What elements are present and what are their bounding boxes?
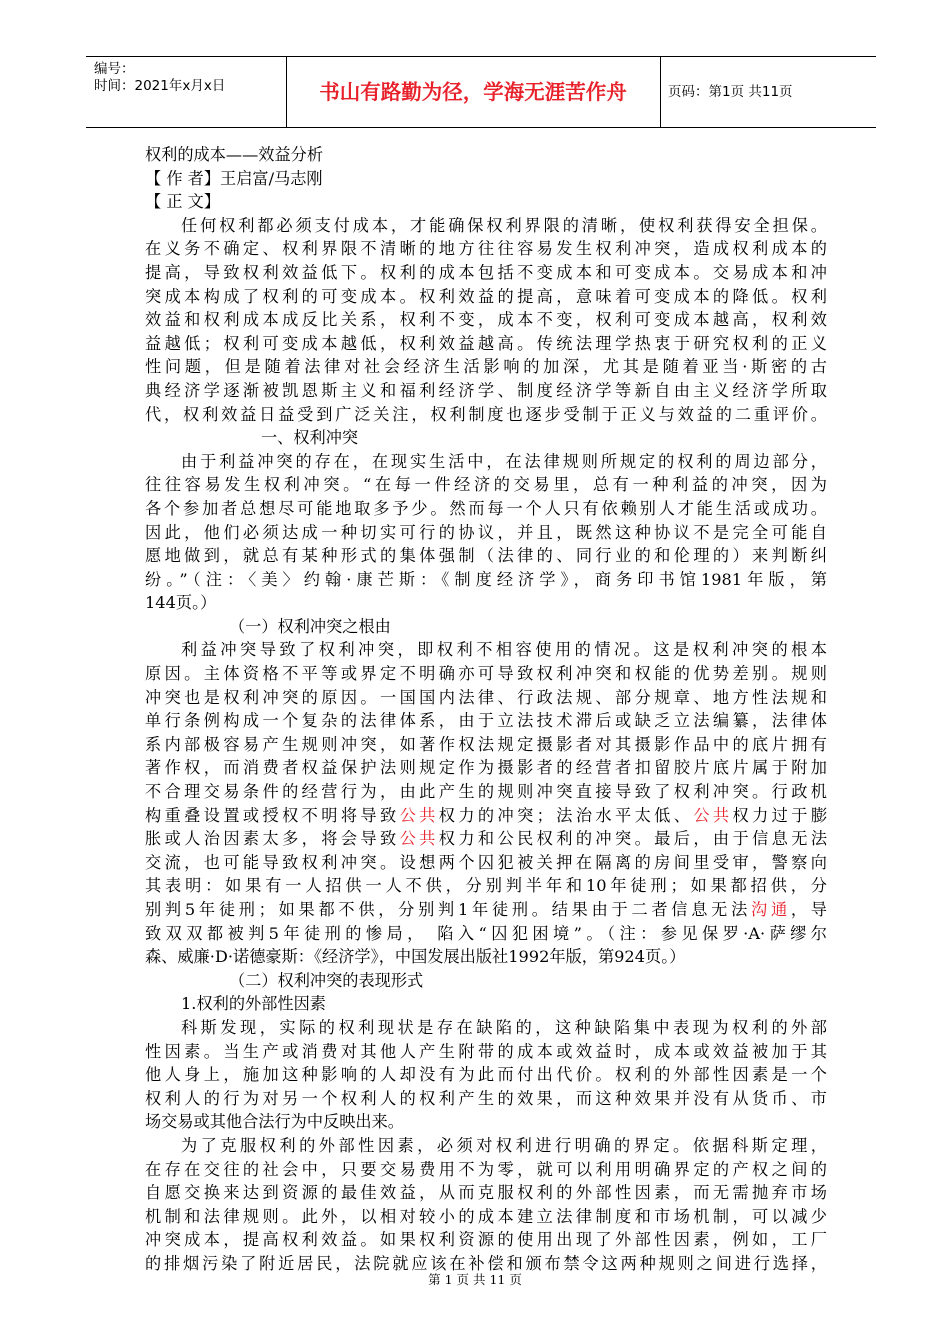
text-line: 构重叠设置或授权不明将导致公共权力的冲突；法治水平太低、公共权力过于膨 [145, 805, 827, 825]
text-line: 典经济学逐渐被凯恩斯主义和福利经济学、制度经济学等新自由主义经济学所取 [145, 380, 827, 400]
text-line: 在存在交往的社会中，只要交易费用不为零，就可以利用明确界定的产权之间的 [145, 1159, 827, 1179]
text-line: 【 正 文】 [145, 192, 221, 212]
page-header [86, 56, 876, 128]
text-line: 益越低；权利可变成本越低，权利效益越高。传统法理学热衷于研究权利的正义 [145, 333, 827, 353]
text-line: （二）权利冲突的表现形式 [229, 970, 424, 990]
text-line: 科斯发现，实际的权利现状是存在缺陷的，这种缺陷集中表现为权利的外部 [181, 1017, 827, 1037]
highlight-term: 公共 [399, 829, 439, 849]
text-line: 自愿交换来达到资源的最佳效益，从而克服权利的外部性因素，而无需抛弃市场 [145, 1183, 827, 1203]
text-line: 【 作 者】王启富/马志刚 [145, 168, 323, 188]
highlight-term: 公共 [693, 805, 733, 825]
document-body [145, 143, 827, 1276]
text-line: 原因。主体资格不平等或界定不明确亦可导致权利冲突和权能的优势差别。规则 [145, 664, 827, 684]
page-footer: 第 1 页 共 11 页 [428, 1272, 522, 1287]
document-id-label: 编号： [94, 61, 135, 77]
text-line: 提高，导致权利效益低下。权利的成本包括不变成本和可变成本。交易成本和冲 [145, 262, 827, 282]
document-date: 时间：2021年x月x日 [94, 78, 226, 94]
text-line: 胀或人治因素太多，将会导致公共权力和公民权利的冲突。最后，由于信息无法 [145, 829, 827, 849]
text-line: 往往容易发生权利冲突。“在每一件经济的交易里，总有一种利益的冲突，因为 [145, 475, 827, 495]
text-line: 致双双都被判5年徒刑的惨局， 陷入“囚犯困境”。（注：参见保罗·A·萨缪尔 [145, 923, 827, 943]
text-line: 任何权利都必须支付成本，才能确保权利界限的清晰，使权利获得安全担保。 [181, 215, 827, 235]
text-line: 权利人的行为对另一个权利人的权利产生的效果，而这种效果并没有从货币、市 [145, 1088, 827, 1108]
text-line: 冲突也是权利冲突的原因。一国国内法律、行政法规、部分规章、地方性法规和 [145, 687, 827, 707]
text-line: 其表明：如果有一人招供一人不供，分别判半年和10年徒刑；如果都招供，分 [145, 876, 827, 896]
text-line: 著作权，而消费者权益保护法则规定作为摄影者的经营者扣留胶片底片属于附加 [145, 758, 827, 778]
text-line: 森、威廉·D·诺德豪斯：《经济学》，中国发展出版社1992年版，第924页。） [145, 947, 686, 967]
text-line: 纷。”（注：〈美〉约翰·康芒斯：《制度经济学》，商务印书馆1981年版，第 [145, 569, 827, 589]
header-page-info: 页码：第1页 共11页 [668, 84, 793, 100]
text-line: 代，权利效益日益受到广泛关注，权利制度也逐步受制于正义与效益的二重评价。 [145, 404, 827, 424]
highlight-term: 沟通 [751, 900, 791, 919]
text-line: 144页。） [145, 593, 217, 613]
header-divider [660, 57, 661, 127]
text-line: 由于利益冲突的存在，在现实生活中，在法律规则所规定的权利的周边部分， [181, 451, 827, 471]
text-line: 系内部极容易产生规则冲突，如著作权法规定摄影者对其摄影作品中的底片拥有 [145, 734, 827, 754]
text-line: 为了克服权利的外部性因素，必须对权利进行明确的界定。依据科斯定理， [181, 1135, 827, 1155]
text-line: 在义务不确定、权利界限不清晰的地方往往容易发生权利冲突，造成权利成本的 [145, 239, 827, 259]
text-line: 权利的成本——效益分析 [145, 145, 324, 164]
header-meta [94, 61, 284, 95]
text-line: 别判5年徒刑；如果都不供，分别判1年徒刑。结果由于二者信息无法沟通，导 [145, 900, 827, 919]
text-line: 性因素。当生产或消费对其他人产生附带的成本或效益时，成本或效益被加于其 [145, 1041, 827, 1061]
text-line: 各个参加者总想尽可能地取多予少。然而每一个人只有依赖别人才能生活或成功。 [145, 498, 827, 518]
text-line: 机制和法律规则。此外，以相对较小的成本建立法律制度和市场机制，可以减少 [145, 1206, 827, 1226]
text-line: 场交易或其他合法行为中反映出来。 [145, 1112, 404, 1132]
text-line: 利益冲突导致了权利冲突，即权利不相容使用的情况。这是权利冲突的根本 [181, 640, 827, 660]
text-line: 愿地做到，就总有某种形式的集体强制（法律的、同行业的和伦理的）来判断纠 [145, 546, 827, 566]
text-line: 突成本构成了权利的可变成本。权利效益的提高，意味着可变成本的降低。权利 [145, 286, 827, 306]
text-line: 不合理交易条件的经营行为，由此产生的规则冲突直接导致了权利冲突。行政机 [145, 782, 827, 802]
highlight-term: 公共 [399, 805, 439, 825]
header-motto: 书山有路勤为径，学海无涯苦作舟 [319, 80, 627, 104]
text-line: 一、权利冲突 [261, 428, 359, 448]
text-line: 他人身上，施加这种影响的人却没有为此而付出代价。权利的外部性因素是一个 [145, 1065, 827, 1085]
text-line: 单行条例构成一个复杂的法律体系，由于立法技术滞后或缺乏立法编纂，法律体 [145, 711, 827, 731]
text-line: 效益和权利成本成反比关系，权利不变，成本不变，权利可变成本越高，权利效 [145, 310, 827, 330]
text-line: 因此，他们必须达成一种切实可行的协议，并且，既然这种协议不是完全可能自 [145, 522, 827, 542]
text-line: 1.权利的外部性因素 [181, 994, 326, 1014]
text-line: 的排烟污染了附近居民，法院就应该在补偿和颁布禁令这两种规则之间进行选择， [145, 1253, 827, 1273]
text-line: 性问题，但是随着法律对社会经济生活影响的加深，尤其是随着亚当·斯密的古 [145, 357, 827, 377]
text-line: （一）权利冲突之根由 [229, 616, 391, 636]
text-line: 冲突成本，提高权利效益。如果权利资源的使用出现了外部性因素，例如，工厂 [145, 1230, 827, 1250]
text-line: 交流，也可能导致权利冲突。设想两个囚犯被关押在隔离的房间里受审，警察向 [145, 852, 827, 872]
